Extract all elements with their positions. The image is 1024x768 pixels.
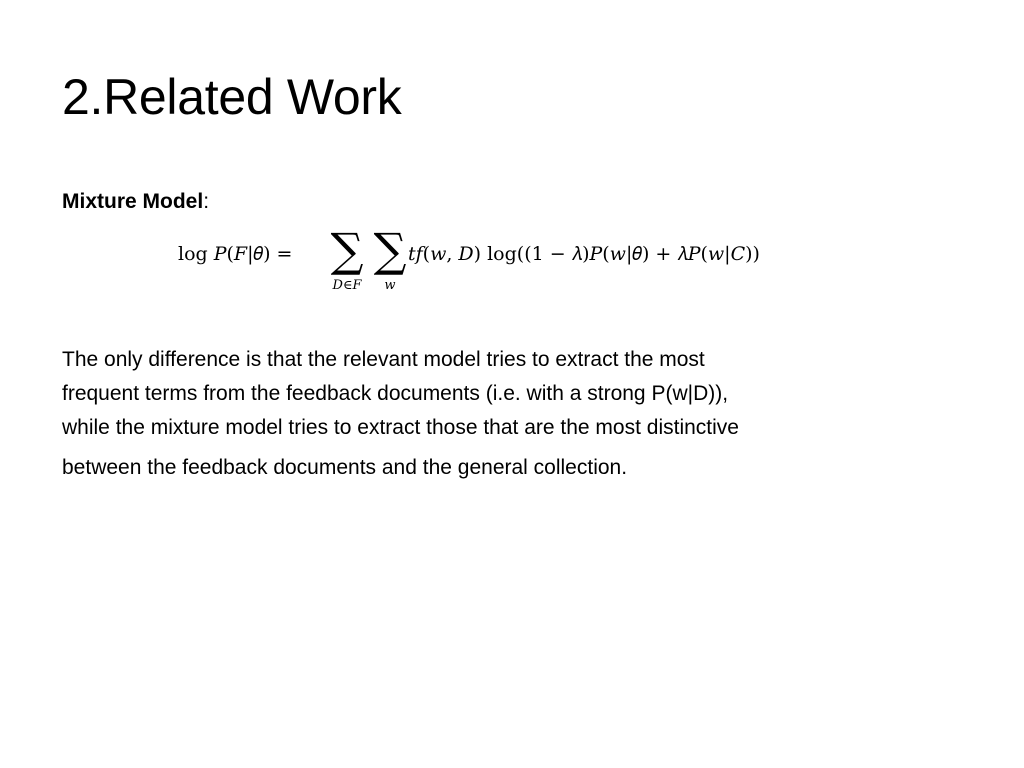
slide-title: 2.Related Work bbox=[62, 69, 402, 125]
equation-rhs: 𝑡𝑓(𝑤, 𝐷) log((1 − 𝜆)𝑃(𝑤|𝜃) + 𝜆𝑃(𝑤|𝐶)) bbox=[408, 243, 760, 265]
summation-subscript: 𝑤 bbox=[384, 278, 396, 293]
summation-subscript: 𝐷∈𝐹 bbox=[332, 278, 362, 293]
subheading bbox=[62, 187, 209, 217]
body-line: frequent terms from the feedback documents (i.e. with a strong P(w|D)), bbox=[62, 382, 729, 405]
summation-symbol: ∑ bbox=[330, 223, 364, 277]
body-line: between the feedback documents and the general collection. bbox=[62, 456, 628, 479]
summation-over-feedback-docs bbox=[325, 222, 369, 294]
summation-over-words bbox=[368, 222, 412, 294]
summation-symbol: ∑ bbox=[373, 223, 407, 277]
body-line: The only difference is that the relevant model tries to extract the most bbox=[62, 348, 705, 371]
subheading-colon: : bbox=[203, 190, 210, 213]
body-line: while the mixture model tries to extract those that are the most distinctive bbox=[62, 416, 739, 439]
mixture-model-equation bbox=[178, 222, 858, 302]
body-paragraph bbox=[62, 343, 962, 485]
subheading-label: Mixture Model bbox=[62, 190, 204, 213]
equation-lhs: log 𝑃(𝐹|𝜃) = bbox=[178, 243, 293, 265]
